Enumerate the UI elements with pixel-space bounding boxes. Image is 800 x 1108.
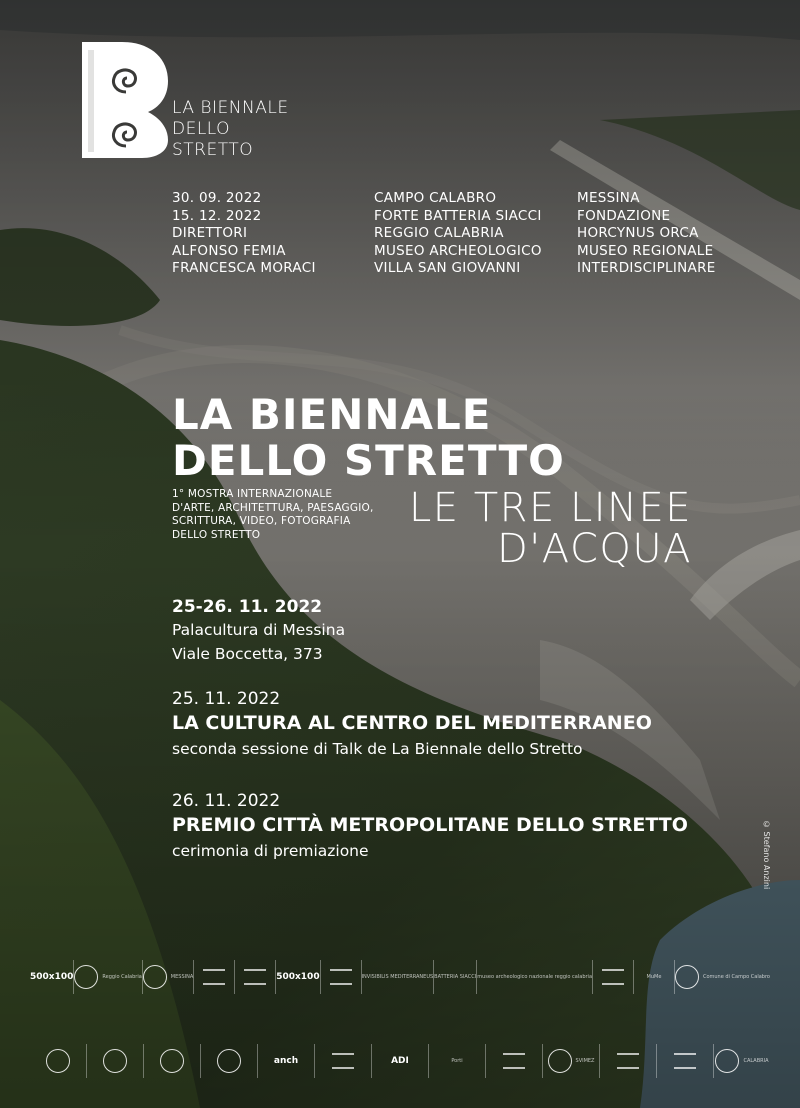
sponsor-logo-text: Comune di Campo Calabro (702, 974, 770, 980)
info-column-messina (577, 190, 716, 278)
sponsor-logo (485, 1044, 542, 1078)
sponsor-logo (314, 1044, 371, 1078)
info-line: MUSEO ARCHEOLOGICO (374, 242, 542, 259)
emblem-icon (46, 1049, 70, 1073)
sponsor-logo (674, 960, 770, 994)
info-column-calabria (374, 190, 542, 278)
logo-wordmark (172, 98, 289, 161)
lines-icon (674, 1053, 696, 1069)
sponsor-logo (30, 960, 73, 994)
box-icon (602, 969, 624, 985)
arrow-icon (330, 969, 352, 985)
sponsor-logo (433, 960, 476, 994)
crest-icon (715, 1049, 739, 1073)
sponsor-logo-text: 500x100 (276, 971, 320, 982)
sponsor-logo-text: SVIMEZ (575, 1058, 595, 1064)
sponsor-logo (86, 1044, 143, 1078)
logo-line: DELLO (172, 119, 231, 139)
sponsor-logo-text: Porti (451, 1058, 463, 1064)
sponsor-logo (476, 960, 592, 994)
sponsor-logo-text: ADI (391, 1055, 409, 1066)
emblem-icon (548, 1049, 572, 1073)
event-main-venue: Palacultura di Messina (172, 621, 346, 639)
info-line: REGGIO CALABRIA (374, 225, 504, 242)
sponsor-logo-text: CALABRIA (743, 1058, 769, 1064)
event-2 (172, 790, 688, 863)
box-icon (617, 1053, 639, 1069)
sponsor-logo (193, 960, 234, 994)
theme-title (380, 485, 692, 572)
sponsor-logo-text: museo archeologico nazionale reggio calabria (477, 974, 593, 980)
sponsor-logo-text: BATTERIA SIACCI (434, 974, 477, 980)
info-line: FORTE BATTERIA SIACCI (374, 207, 542, 224)
crest-icon (74, 965, 98, 989)
photo-credit: © Stefano Anzini (762, 820, 771, 890)
info-line: FRANCESCA MORACI (172, 260, 316, 277)
lines-icon (244, 969, 266, 985)
sponsor-logo-text: anch (273, 1055, 299, 1066)
subtitle-line: SCRITTURA, VIDEO, FOTOGRAFIA (172, 515, 351, 527)
sponsor-logo (30, 1044, 86, 1078)
sponsor-logo-text: MuMe (646, 974, 662, 980)
sponsor-logo (599, 1044, 656, 1078)
title-line-1: LA BIENNALE (172, 390, 492, 439)
emblem-icon (160, 1049, 184, 1073)
sponsor-logo (713, 1044, 770, 1078)
info-line: MESSINA (577, 190, 640, 206)
wave-icon (203, 969, 225, 985)
event-1 (172, 688, 652, 761)
biennale-logo-mark (82, 36, 172, 158)
info-line: VILLA SAN GIOVANNI (374, 260, 521, 277)
info-line: ALFONSO FEMIA (172, 242, 286, 259)
main-title (172, 392, 565, 484)
event-1-desc: seconda sessione di Talk de La Biennale dello Stretto (172, 740, 583, 758)
subtitle-line: D'ARTE, ARCHITETTURA, PAESAGGIO, (172, 501, 374, 514)
subtitle-line: 1° MOSTRA INTERNAZIONALE (172, 488, 333, 500)
event-main-address: Viale Boccetta, 373 (172, 645, 323, 663)
sponsor-logo-text: 500x100 (30, 971, 74, 982)
sponsor-logo (275, 960, 319, 994)
info-line: HORCYNUS ORCA (577, 225, 699, 242)
sponsor-logo (428, 1044, 485, 1078)
event-2-desc: cerimonia di premiazione (172, 842, 369, 860)
subtitle-line: DELLO STRETTO (172, 528, 261, 541)
sponsor-logo (257, 1044, 314, 1078)
info-line: DIRETTORI (172, 225, 248, 242)
logo-line: STRETTO (172, 140, 254, 160)
info-line: 30. 09. 2022 (172, 190, 262, 206)
event-2-title: PREMIO CITTÀ METROPOLITANE DELLO STRETTO (172, 814, 688, 836)
sponsor-logo (320, 960, 361, 994)
info-line: INTERDISCIPLINARE (577, 260, 716, 277)
info-column-dates (172, 190, 316, 278)
bird-icon (503, 1053, 525, 1069)
lines-icon (332, 1053, 354, 1069)
sponsor-logo-text: INVISIBILIS MEDITERRANEUS (361, 974, 434, 980)
info-line: MUSEO REGIONALE (577, 242, 714, 259)
sponsor-logo (73, 960, 141, 994)
info-line: FONDAZIONE (577, 207, 671, 224)
sponsor-logo (656, 1044, 713, 1078)
sponsor-logo (592, 960, 633, 994)
sponsor-logo (143, 1044, 200, 1078)
event-main-date: 25-26. 11. 2022 (172, 597, 323, 617)
info-line: 15. 12. 2022 (172, 207, 262, 224)
sponsor-logo (200, 1044, 257, 1078)
sponsor-logo (542, 1044, 599, 1078)
crest-icon (143, 965, 167, 989)
crest-icon (675, 965, 699, 989)
sponsor-logos-row-2 (30, 1044, 770, 1078)
sponsor-logo-text: MESSINA (170, 974, 194, 980)
event-main (172, 596, 345, 666)
sponsor-logo (633, 960, 674, 994)
sponsor-logo (142, 960, 193, 994)
sponsor-logo-text: Reggio Calabria (102, 974, 142, 980)
logo-line: LA BIENNALE (172, 98, 289, 118)
theme-line-2: D'ACQUA (496, 526, 692, 572)
sponsor-logos-row-1 (30, 960, 770, 994)
sponsor-logo (234, 960, 275, 994)
subtitle (172, 488, 374, 542)
theme-line-1: LE TRE LINEE (408, 485, 692, 531)
event-1-date: 25. 11. 2022 (172, 689, 281, 709)
event-1-title: LA CULTURA AL CENTRO DEL MEDITERRANEO (172, 712, 652, 734)
sponsor-logo (361, 960, 434, 994)
sponsor-logo (371, 1044, 428, 1078)
title-line-2: DELLO STRETTO (172, 436, 565, 485)
emblem-icon (103, 1049, 127, 1073)
emblem-icon (217, 1049, 241, 1073)
info-line: CAMPO CALABRO (374, 190, 497, 206)
event-2-date: 26. 11. 2022 (172, 791, 281, 811)
